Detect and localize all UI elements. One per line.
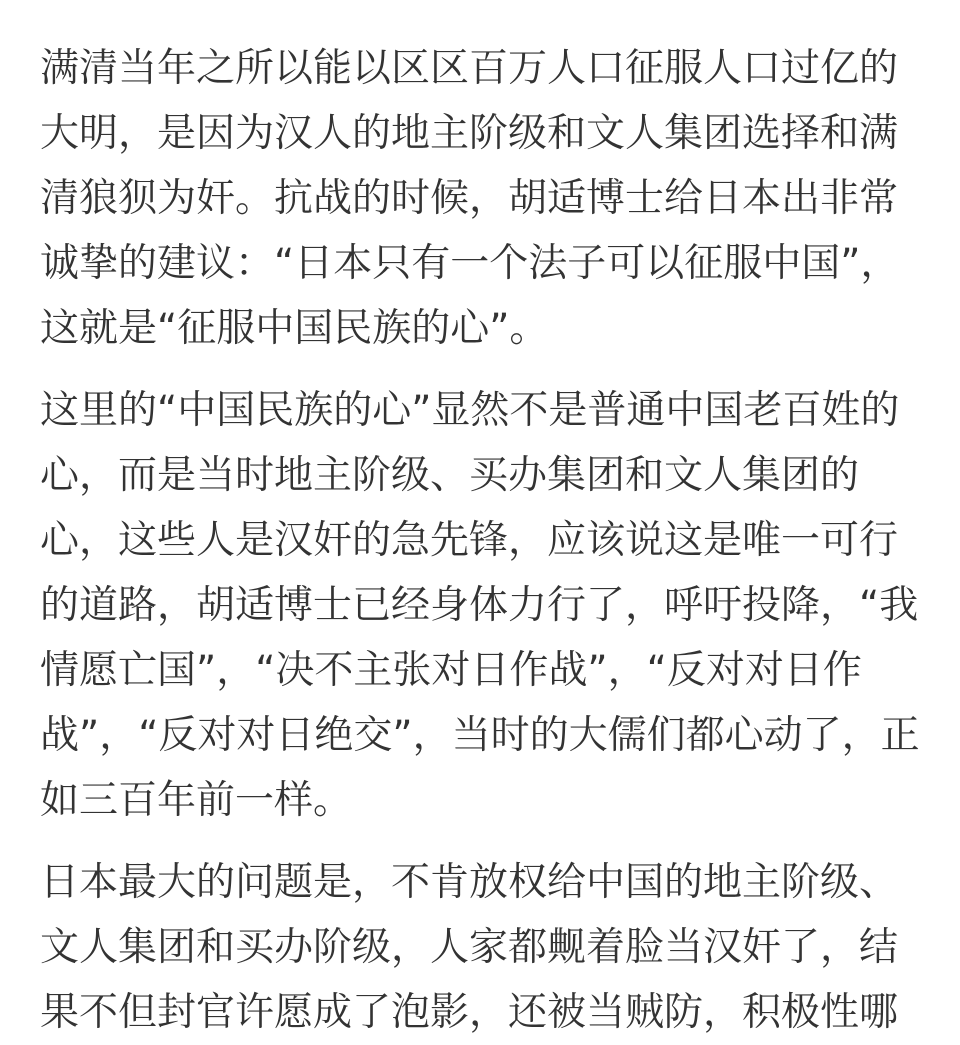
paragraph-1 <box>40 36 940 361</box>
text-line: 清狼狈为奸。抗战的时候，胡适博士给日本出非常 <box>40 176 899 221</box>
paragraph-2 <box>40 378 940 833</box>
text-line: 的道路，胡适博士已经身体力行了，呼吁投降，“我 <box>40 583 919 628</box>
paragraph-3 <box>40 850 940 1045</box>
article-body <box>40 0 940 1045</box>
text-line: 战”，“反对对日绝交”，当时的大儒们都心动了，正 <box>40 713 920 758</box>
text-line: 这就是“征服中国民族的心”。 <box>40 306 549 351</box>
text-line: 大明，是因为汉人的地主阶级和文人集团选择和满 <box>40 111 899 156</box>
text-line: 果不但封官许愿成了泡影，还被当贼防，积极性哪 <box>40 990 899 1035</box>
text-line: 日本最大的问题是，不肯放权给中国的地主阶级、 <box>40 860 899 905</box>
text-line: 如三百年前一样。 <box>40 778 353 823</box>
text-line: 情愿亡国”，“决不主张对日作战”，“反对对日作 <box>40 648 862 693</box>
text-line: 满清当年之所以能以区区百万人口征服人口过亿的 <box>40 46 899 91</box>
text-line: 诚挚的建议：“日本只有一个法子可以征服中国”， <box>40 241 900 286</box>
text-line: 文人集团和买办阶级，人家都觍着脸当汉奸了，结 <box>40 925 899 970</box>
text-line: 心，这些人是汉奸的急先锋，应该说这是唯一可行 <box>40 518 899 563</box>
text-line: 心，而是当时地主阶级、买办集团和文人集团的 <box>40 453 860 498</box>
text-line: 这里的“中国民族的心”显然不是普通中国老百姓的 <box>40 388 900 433</box>
